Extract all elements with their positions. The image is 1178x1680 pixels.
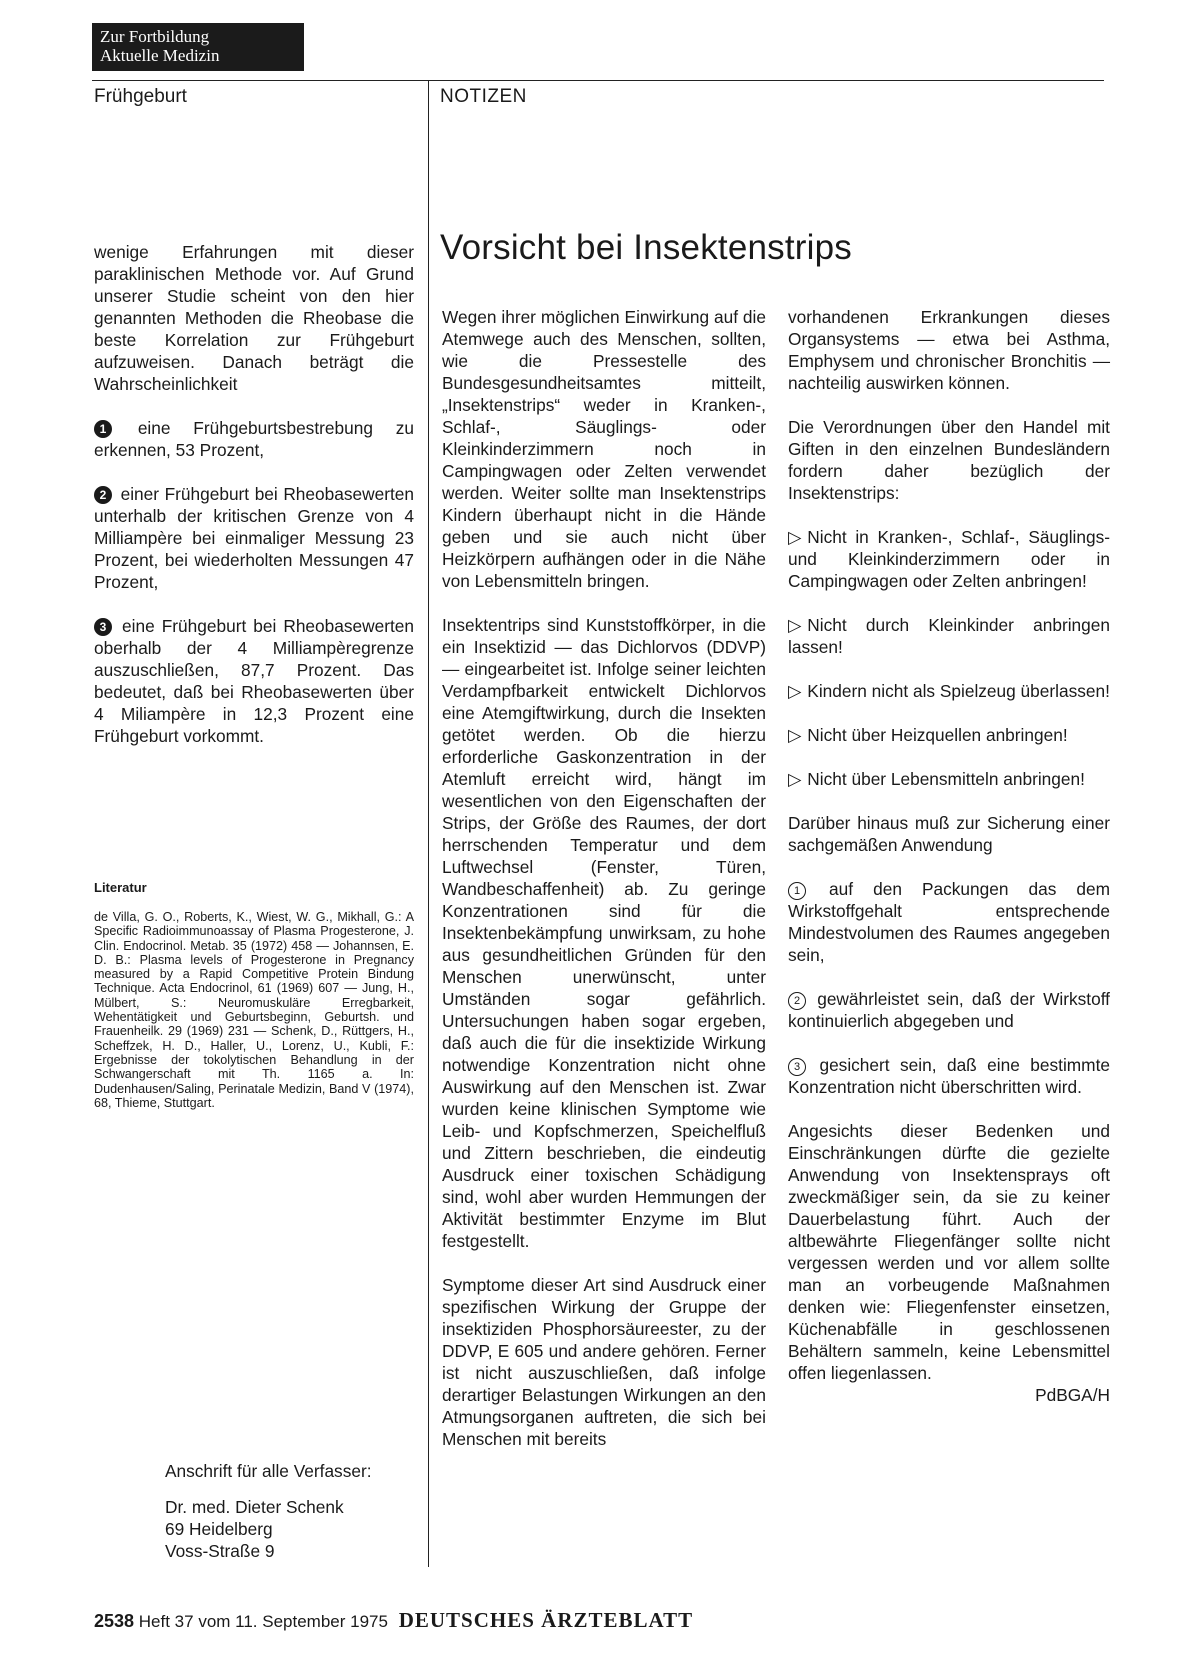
right-paragraph: Darüber hinaus muß zur Sicherung einer sachgemäßen Anwendung: [788, 813, 1110, 855]
bullet-text: Nicht durch Kleinkinder anbringen lassen!: [788, 615, 1110, 657]
middle-paragraph: Insektentrips sind Kunststoffkörper, in die ein Insektizid — das Dichlorvos (DDVP) — eingearbeitet ist. Infolge seiner leichten Verdampfbarkeit entwickelt Dichlorvos eine Atemgiftwirkung, durch die Insekten getötet werden. Ob die hierzu erforderliche Gaskonzentration in der Atemluft erreicht wird, hängt im wesentlichen von den Eigenschaften der Strips, der Größe des Raumes, der dort herrschenden Temperatur und dem Luftwechsel (Fenster, Türen, Wandbeschaffenheit) ab. Zu geringe Konzentrationen sind für die Insektenbekämpfung unwirksam, zu hohe aus gesundheitlichen Gründen für den Menschen unerwünscht, unter Umständen sogar gefährlich. Untersuchungen haben sogar ergeben, daß auch die für die insektizide Wirkung notwendige Konzentration nicht ohne Auswirkung auf den Menschen ist. Zwar wurden keine klinischen Symptome wie Leib- und Kopfschmerzen, Speichelfluß und Zittern beschrieben, die eindeutig Ausdruck einer toxischen Schädigung sind, wohl aber wurden Hemmungen der Aktivität bestimmter Enzyme im Blut festgestellt.: [442, 615, 766, 1251]
address-city: 69 Heidelberg: [165, 1519, 273, 1539]
numbered-item: [788, 988, 1110, 1032]
bullet-item: [788, 680, 1110, 702]
circled-1-icon: 1: [788, 882, 806, 900]
header-rule: [92, 80, 1104, 81]
numbered-text: gesichert sein, daß eine bestimmte Konzentration nicht überschritten wird.: [788, 1055, 1110, 1097]
right-paragraph: Die Verordnungen über den Handel mit Giften in den einzelnen Bundesländern fordern daher bezüglich der Insektenstrips:: [788, 417, 1110, 503]
bullet-item: [788, 768, 1110, 790]
journal-name: DEUTSCHES ÄRZTEBLATT: [398, 1608, 694, 1632]
issue-info: Heft 37 vom 11. September 1975: [138, 1612, 388, 1631]
bullet-text: Kindern nicht als Spielzeug überlassen!: [807, 681, 1110, 701]
section-title-right: NOTIZEN: [440, 86, 527, 107]
middle-paragraph: Wegen ihrer möglichen Einwirkung auf die Atemwege auch des Menschen, sollten, wie die Pressestelle des Bundesgesundheitsamtes mitteilt, „Insektenstrips“ weder in Kranken-, Schlaf-, Säuglings- oder Kleinkinderzimmern noch in Campingwagen oder Zelten verwendet werden. Weiter sollte man Insektenstrips Kindern überhaupt nicht in die Hände geben und sie auch nicht über Heizkörpern aufhängen oder in die Nähe von Lebensmitteln bringen.: [442, 307, 766, 591]
bullet-item: [788, 724, 1110, 746]
left-item-text: eine Frühgeburtsbestrebung zu erkennen, 53 Prozent,: [94, 418, 414, 460]
address-label: Anschrift für alle Verfasser:: [165, 1461, 372, 1481]
left-item-text: einer Frühgeburt bei Rheobasewerten unterhalb der kritischen Grenze von 4 Milliampère bei einmaliger Messung 23 Prozent, bei wiederholten Messungen 47 Prozent,: [94, 484, 414, 592]
right-column: [788, 306, 1110, 1406]
address-name: Dr. med. Dieter Schenk: [165, 1497, 344, 1517]
circled-2-icon: 2: [788, 992, 806, 1010]
left-item: [94, 483, 414, 593]
article-headline: Vorsicht bei Insektenstrips: [440, 228, 852, 267]
bullet-text: Nicht über Heizquellen anbringen!: [807, 725, 1068, 745]
bullet-item: [788, 614, 1110, 658]
left-item: [94, 417, 414, 461]
bullet-item: [788, 526, 1110, 592]
page-footer: [94, 1608, 693, 1633]
author-address: [165, 1460, 372, 1562]
page-number: 2538: [94, 1611, 135, 1631]
right-paragraph: vorhandenen Erkrankungen dieses Organsystems — etwa bei Asthma, Emphysem und chronischer Bronchitis — nachteilig auswirken können.: [788, 307, 1110, 393]
middle-paragraph: Symptome dieser Art sind Ausdruck einer spezifischen Wirkung der Gruppe der insektiziden Phosphorsäureester, zu der DDVP, E 605 und andere gehören. Ferner ist nicht auszuschließen, daß infolge derartiger Belastungen Wirkungen an den Atmungsorganen auftreten, die sich bei Menschen mit bereits: [442, 1275, 766, 1449]
badge-line-1: Zur Fortbildung: [100, 27, 210, 46]
numbered-item: [788, 878, 1110, 966]
circled-3-icon: 3: [788, 1058, 806, 1076]
left-column: [94, 241, 414, 769]
section-title-left: Frühgeburt: [94, 86, 187, 107]
bullet-text: Nicht in Kranken-, Schlaf-, Säuglings- und Kleinkinderzimmern oder in Campingwagen oder Zelten anbringen!: [788, 527, 1110, 591]
triangle-bullet-icon: ▷: [788, 725, 802, 745]
triangle-bullet-icon: ▷: [788, 615, 802, 635]
left-item-text: eine Frühgeburt bei Rheobasewerten oberhalb der 4 Milliampèregrenze auszuschließen, 87,7 Prozent. Das bedeutet, daß bei Rheobasewerten über 4 Miliampère in 12,3 Prozent eine Frühgeburt vorkommt.: [94, 616, 415, 746]
middle-column: [442, 306, 766, 1472]
numbered-text: auf den Packungen das dem Wirkstoffgehalt entsprechende Mindestvolumen des Raumes angegeben sein,: [788, 879, 1110, 965]
number-2-icon: 2: [94, 486, 112, 504]
section-badge: [92, 23, 304, 71]
closing-text: Angesichts dieser Bedenken und Einschränkungen dürfte die gezielte Anwendung von Insektensprays oft zweckmäßiger sein, da sie zu keiner Dauerbelastung führt. Auch der altbewährte Fliegenfänger sollte nicht vergessen werden und vor allem sollte man an vorbeugende Maßnahmen denken wie: Fliegenfenster einsetzen, Küchenabfälle in geschlossenen Behältern sammeln, keine Lebensmittel offen liegenlassen.: [788, 1121, 1110, 1383]
triangle-bullet-icon: ▷: [788, 681, 802, 701]
bullet-text: Nicht über Lebensmitteln anbringen!: [807, 769, 1085, 789]
signature: PdBGA/H: [1035, 1385, 1110, 1405]
numbered-item: [788, 1054, 1110, 1098]
right-paragraph: [788, 1120, 1110, 1406]
triangle-bullet-icon: ▷: [788, 769, 802, 789]
numbered-text: gewährleistet sein, daß der Wirkstoff kontinuierlich abgegeben und: [788, 989, 1110, 1031]
triangle-bullet-icon: ▷: [788, 527, 802, 547]
literature-text: de Villa, G. O., Roberts, K., Wiest, W. G., Mikhall, G.: A Specific Radioimmunoassay of Plasma Progesterone, J. Clin. Endocrinol. Metab. 35 (1972) 458 — Johannsen, E. D. B.: Plasma levels of Progesterone in Pregnancy measured by a Rapid Competitive Protein Bindung Technique. Acta Endocrinol, 61 (1969) 607 — Jung, H., Mülbert, S.: Neuromuskuläre Erregbarkeit, Wehentätigkeit und Geburtsbeginn, Geburtsh. und Frauenheilk. 29 (1969) 231 — Schenk, D., Rüttgers, H., Scheffzek, H. D., Haller, U., Lorenz, U., Kubli, F.: Ergebnisse der tokolytischen Behandlung in der Schwangerschaft mit Th. 1165 a. In: Dudenhausen/Saling, Perinatale Medizin, Band V (1974), 68, Thieme, Stuttgart.: [94, 910, 414, 1110]
left-intro: wenige Erfahrungen mit dieser paraklinischen Methode vor. Auf Grund unserer Studie scheint von den hier genannten Methoden die Rheobase die beste Korrelation zur Frühgeburt aufzuweisen. Danach beträgt die Wahrscheinlichkeit: [94, 242, 414, 394]
badge-line-2: Aktuelle Medizin: [100, 46, 220, 65]
column-divider: [428, 80, 429, 1567]
left-item: [94, 615, 414, 747]
number-3-icon: 3: [94, 618, 112, 636]
address-street: Voss-Straße 9: [165, 1541, 275, 1561]
number-1-icon: 1: [94, 420, 112, 438]
literature-title: Literatur: [94, 880, 147, 895]
